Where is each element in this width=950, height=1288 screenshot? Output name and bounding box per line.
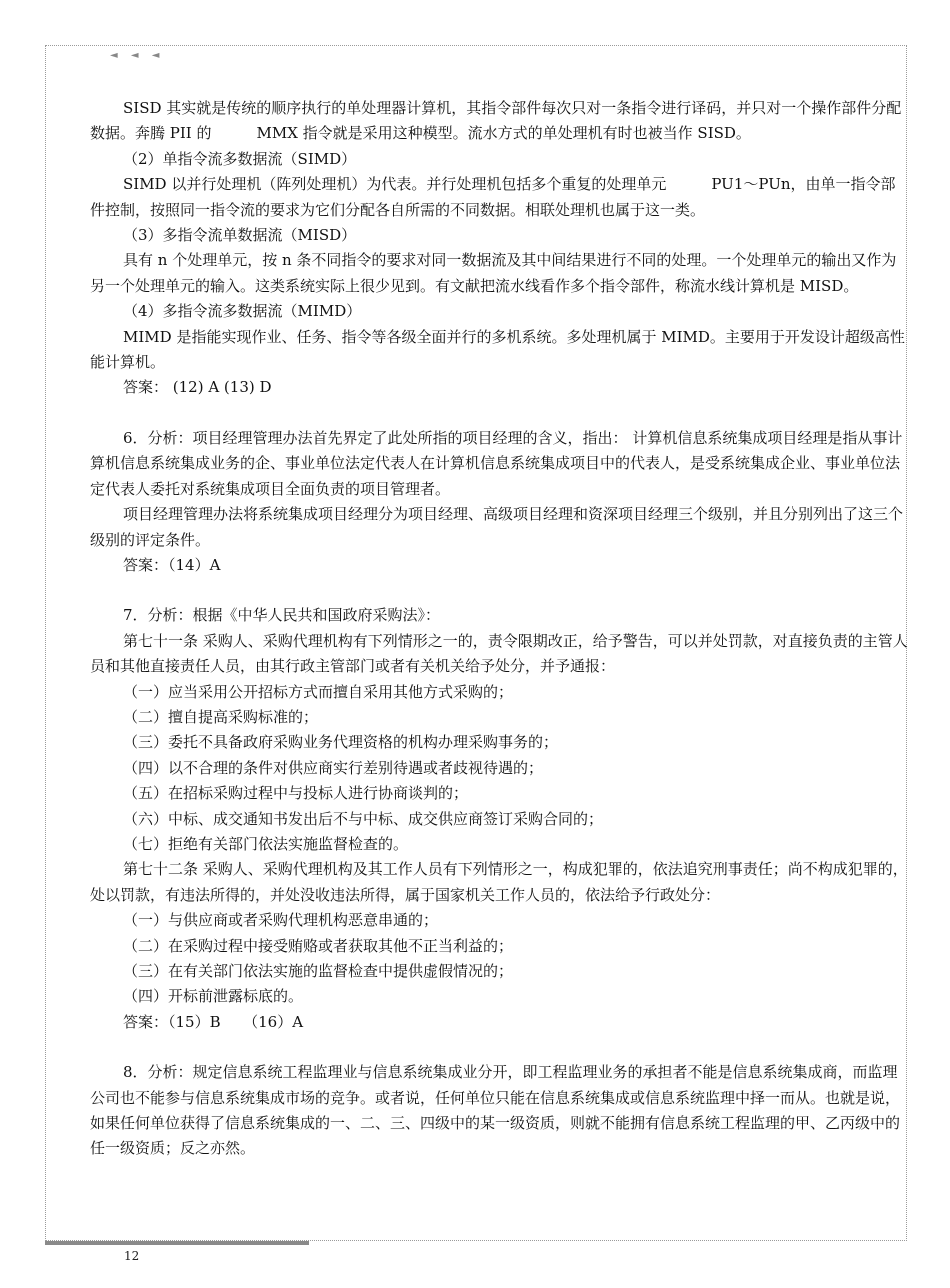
article-72: 第七十二条 采购人、采购代理机构及其工作人员有下列情形之一，构成犯罪的，依法追究刑事责任；尚不构成犯罪的，处以罚款，有违法所得的，并处没收违法所得，属于国家机关工作人员的，依法给予行政处分： — [90, 860, 908, 904]
heading-misd: （3）多指令流单数据流（MISD） — [123, 226, 357, 245]
paragraph-simd: SIMD 以并行处理机（阵列处理机）为代表。并行处理机包括多个重复的处理单元 PU1～PUn，由单一指令部件控制，按照同一指令流的要求为它们分配各自所需的不同数据。相联处理机也属于这一类。 — [90, 175, 896, 219]
answer-14: 答案：（14）A — [123, 555, 221, 574]
list-item: （二）擅自提高采购标准的； — [123, 707, 319, 726]
list-item: （四）以不合理的条件对供应商实行差别待遇或者歧视待遇的； — [123, 758, 544, 777]
list-item: （三）委托不具备政府采购业务代理资格的机构办理采购事务的； — [123, 733, 559, 752]
back-arrows-icon[interactable]: ◄ ◄ ◄ — [110, 50, 165, 61]
list-item: （一）与供应商或者采购代理机构恶意串通的； — [123, 911, 439, 930]
paragraph-pm-levels: 项目经理管理办法将系统集成项目经理分为项目经理、高级项目经理和资深项目经理三个级别，并且分别列出了这三个级别的评定条件。 — [90, 505, 904, 549]
article-71: 第七十一条 采购人、采购代理机构有下列情形之一的，责令限期改正，给予警告，可以并处罚款，对直接负责的主管人员和其他直接责任人员，由其行政主管部门或者有关机关给予处分，并予通报： — [90, 631, 908, 676]
list-item: （四）开标前泄露标底的。 — [123, 987, 304, 1006]
answer-12-13: 答案： (12) A (13) D — [123, 378, 272, 397]
heading-mimd: （4）多指令流多数据流（MIMD） — [123, 302, 362, 321]
answer-15-16: 答案：（15）B （16）A — [123, 1012, 304, 1031]
page-number: 12 — [124, 1249, 140, 1263]
analysis-8: 8．分析：规定信息系统工程监理业与信息系统集成业分开，即工程监理业务的承担者不能是信息系统集成商，而监理公司也不能参与信息系统集成市场的竞争。或者说，任何单位只能在信息系统集成或信息系统监理中择一而从。也就是说，如果任何单位获得了信息系统集成的一、二、三、四级中的某一级资质，则就不能拥有信息系统工程监理的甲、乙丙级中的任一级资质；反之亦然。 — [90, 1063, 901, 1158]
spacer — [90, 1035, 910, 1060]
analysis-7: 7．分析：根据《中华人民共和国政府采购法》： — [123, 606, 441, 625]
list-item: （七）拒绝有关部门依法实施监督检查的。 — [123, 834, 409, 853]
analysis-6: 6．分析：项目经理管理办法首先界定了此处所指的项目经理的含义，指出： 计算机信息系统集成项目经理是指从事计算机信息系统集成业务的企、事业单位法定代表人在计算机信息系统集成项目中的代表人，是受系统集成企业、事业单位法定代表人委托对系统集成项目全面负责的项目管理者。 — [90, 428, 903, 498]
spacer — [90, 578, 910, 603]
list-item: （六）中标、成交通知书发出后不与中标、成交供应商签订采购合同的； — [123, 809, 604, 828]
list-item: （五）在招标采购过程中与投标人进行协商谈判的； — [123, 784, 469, 803]
list-item: （三）在有关部门依法实施的监督检查中提供虚假情况的； — [123, 962, 514, 980]
document-body — [90, 96, 910, 1162]
spacer — [90, 401, 910, 426]
heading-simd: （2）单指令流多数据流（SIMD） — [123, 149, 357, 168]
paragraph-sisd: SISD 其实就是传统的顺序执行的单处理器计算机，其指令部件每次只对一条指令进行译码，并只对一个操作部件分配数据。奔腾 PII 的 MMX 指令就是采用这种模型。流水方式的单处理机有时也被当作 SISD。 — [90, 99, 902, 143]
footer-rule — [45, 1241, 309, 1245]
list-item: （一）应当采用公开招标方式而擅自采用其他方式采购的； — [123, 682, 514, 701]
paragraph-mimd: MIMD 是指能实现作业、任务、指令等各级全面并行的多机系统。多处理机属于 MIMD。主要用于开发设计超级高性能计算机。 — [90, 327, 905, 372]
paragraph-misd: 具有 n 个处理单元，按 n 条不同指令的要求对同一数据流及其中间结果进行不同的处理。一个处理单元的输出又作为另一个处理单元的输入。这类系统实际上很少见到。有文献把流水线看作多个指令部件，称流水线计算机是 MISD。 — [90, 251, 897, 295]
list-item: （二）在采购过程中接受贿赂或者获取其他不正当利益的； — [123, 936, 514, 955]
